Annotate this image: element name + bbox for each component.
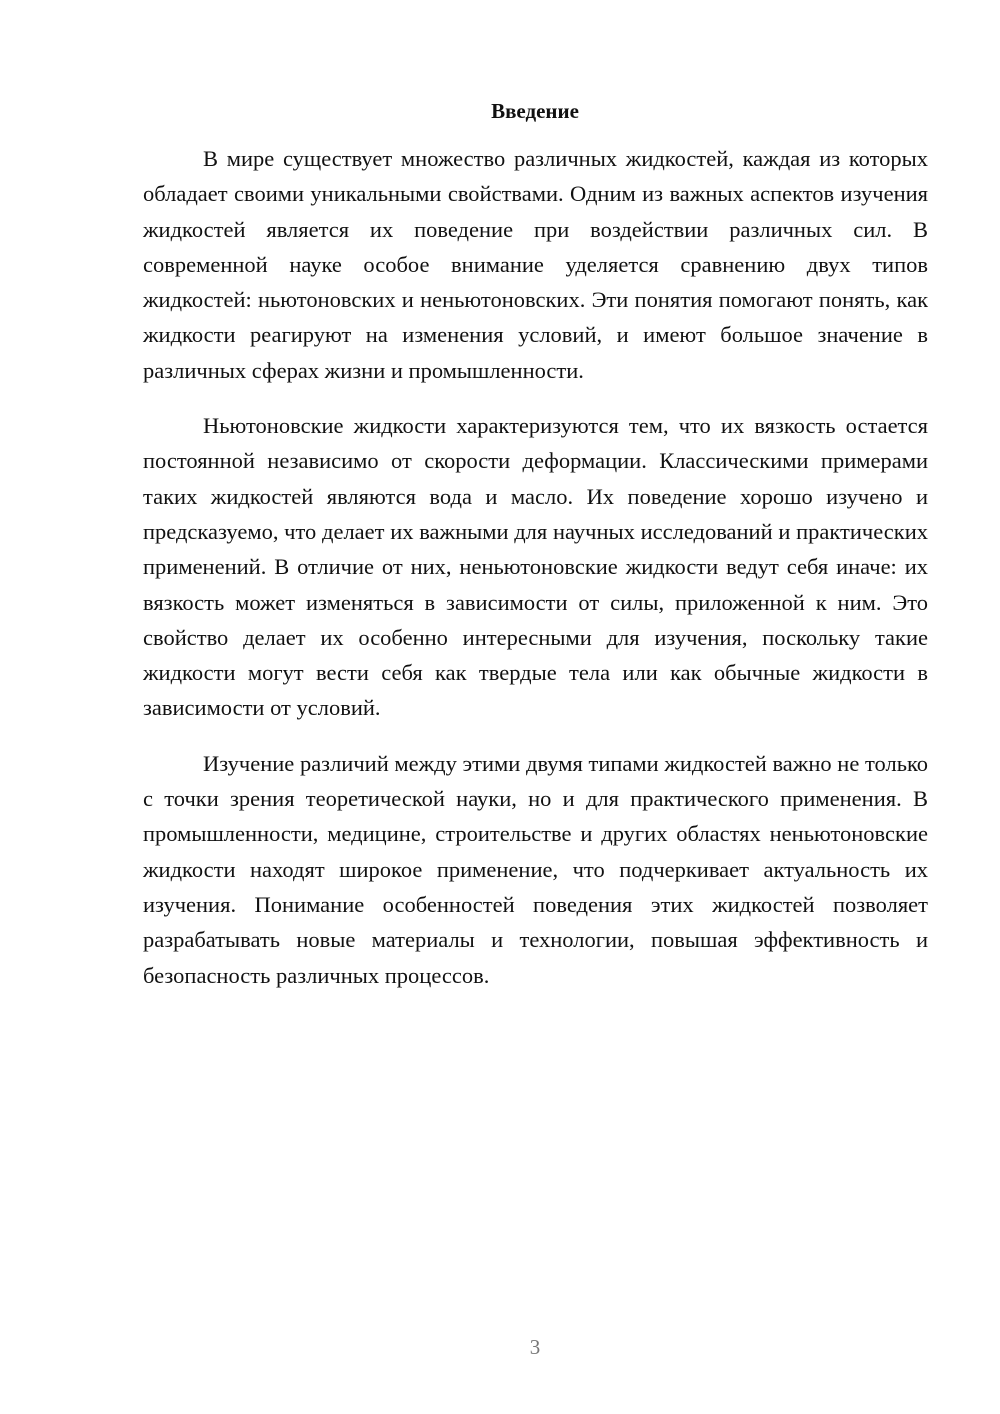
paragraph-2: Ньютоновские жидкости характеризуются тем, что их вязкость остается постоянной независимо от скорости деформации. Классическими примерами таких жидкостей являются вода и масло. Их поведение хорошо изучено и предсказуемо, что делает их важными для научных исследований и практических применений. В отличие от них, неньютоновские жидкости ведут себя иначе: их вязкость может изменяться в зависимости от силы, приложенной к ним. Это свойство делает их особенно интересными для изучения, поскольку такие жидкости могут вести себя как твердые тела или как обычные жидкости в зависимости от условий. [143,413,928,721]
page-number: 3 [529,1335,541,1359]
paragraph-1: В мире существует множество различных жидкостей, каждая из которых обладает своими уникальными свойствами. Одним из важных аспектов изучения жидкостей является их поведение при воздействии различных сил. В современной науке особое внимание уделяется сравнению двух типов жидкостей: ньютоновских и неньютоновских. Эти понятия помогают понять, как жидкости реагируют на изменения условий, и имеют большое значение в различных сферах жизни и промышленности. [143,146,928,383]
paragraph-3: Изучение различий между этими двумя типами жидкостей важно не только с точки зрения теоретической науки, но и для практического применения. В промышленности, медицине, строительстве и других областях неньютоновские жидкости находят широкое применение, что подчеркивает актуальность их изучения. Понимание особенностей поведения этих жидкостей позволяет разрабатывать новые материалы и технологии, повышая эффективность и безопасность различных процессов. [143,750,928,988]
body-text [143,141,928,1013]
section-title: Введение [491,99,579,123]
